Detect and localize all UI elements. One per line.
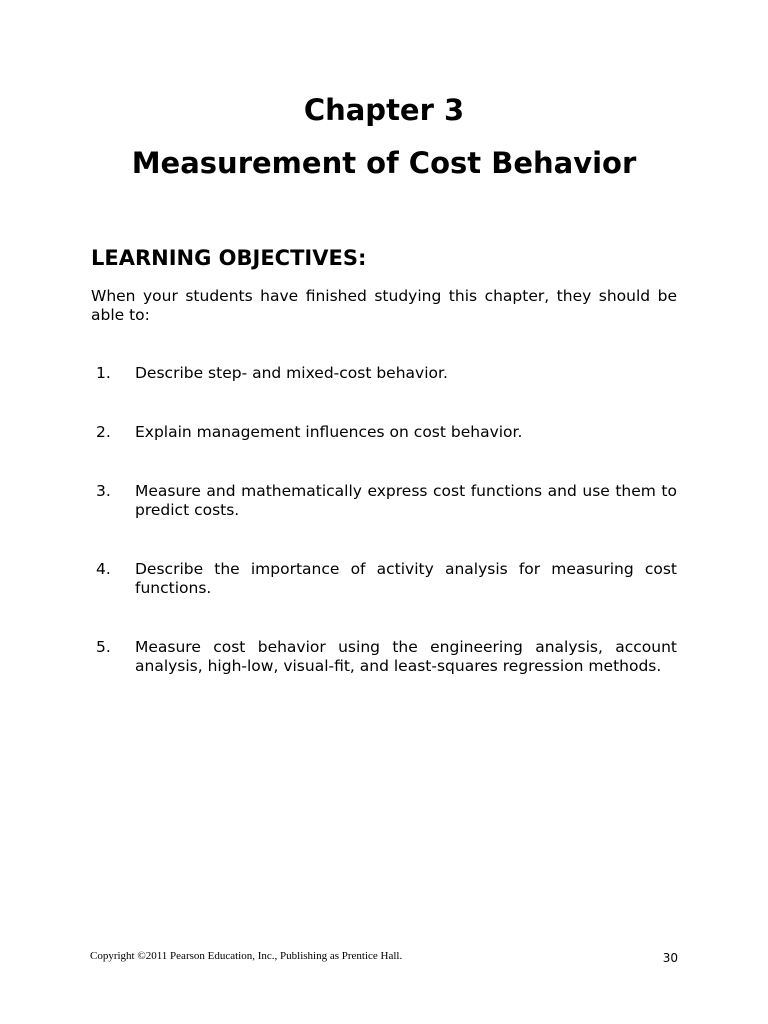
section-heading: LEARNING OBJECTIVES: — [91, 246, 367, 270]
objective-text: Describe step- and mixed-cost behavior. — [135, 364, 448, 382]
objective-item — [91, 560, 677, 598]
objective-item — [91, 638, 677, 676]
objective-item — [91, 423, 677, 442]
objectives-list — [91, 364, 677, 676]
page-number: 30 — [662, 951, 678, 965]
copyright-notice: Copyright ©2011 Pearson Education, Inc., Publishing as Prentice Hall. — [90, 950, 403, 962]
objective-item — [91, 482, 677, 520]
objective-item — [91, 364, 677, 383]
objective-text: Measure cost behavior using the engineering analysis, account analysis, high-low, visual-fit, and least-squares regression methods. — [135, 638, 677, 675]
chapter-title: Measurement of Cost Behavior — [131, 146, 637, 180]
objective-text: Describe the importance of activity analysis for measuring cost functions. — [135, 560, 677, 597]
objective-number: 1. — [96, 364, 111, 382]
objective-number: 2. — [96, 423, 111, 441]
objective-text: Explain management influences on cost behavior. — [135, 423, 523, 441]
intro-paragraph: When your students have finished studying this chapter, they should be able to: — [91, 287, 677, 324]
objective-number: 5. — [96, 638, 111, 656]
objective-number: 3. — [96, 482, 111, 500]
objective-text: Measure and mathematically express cost functions and use them to predict costs. — [135, 482, 677, 519]
chapter-number: Chapter 3 — [303, 93, 465, 127]
objective-number: 4. — [96, 560, 111, 578]
